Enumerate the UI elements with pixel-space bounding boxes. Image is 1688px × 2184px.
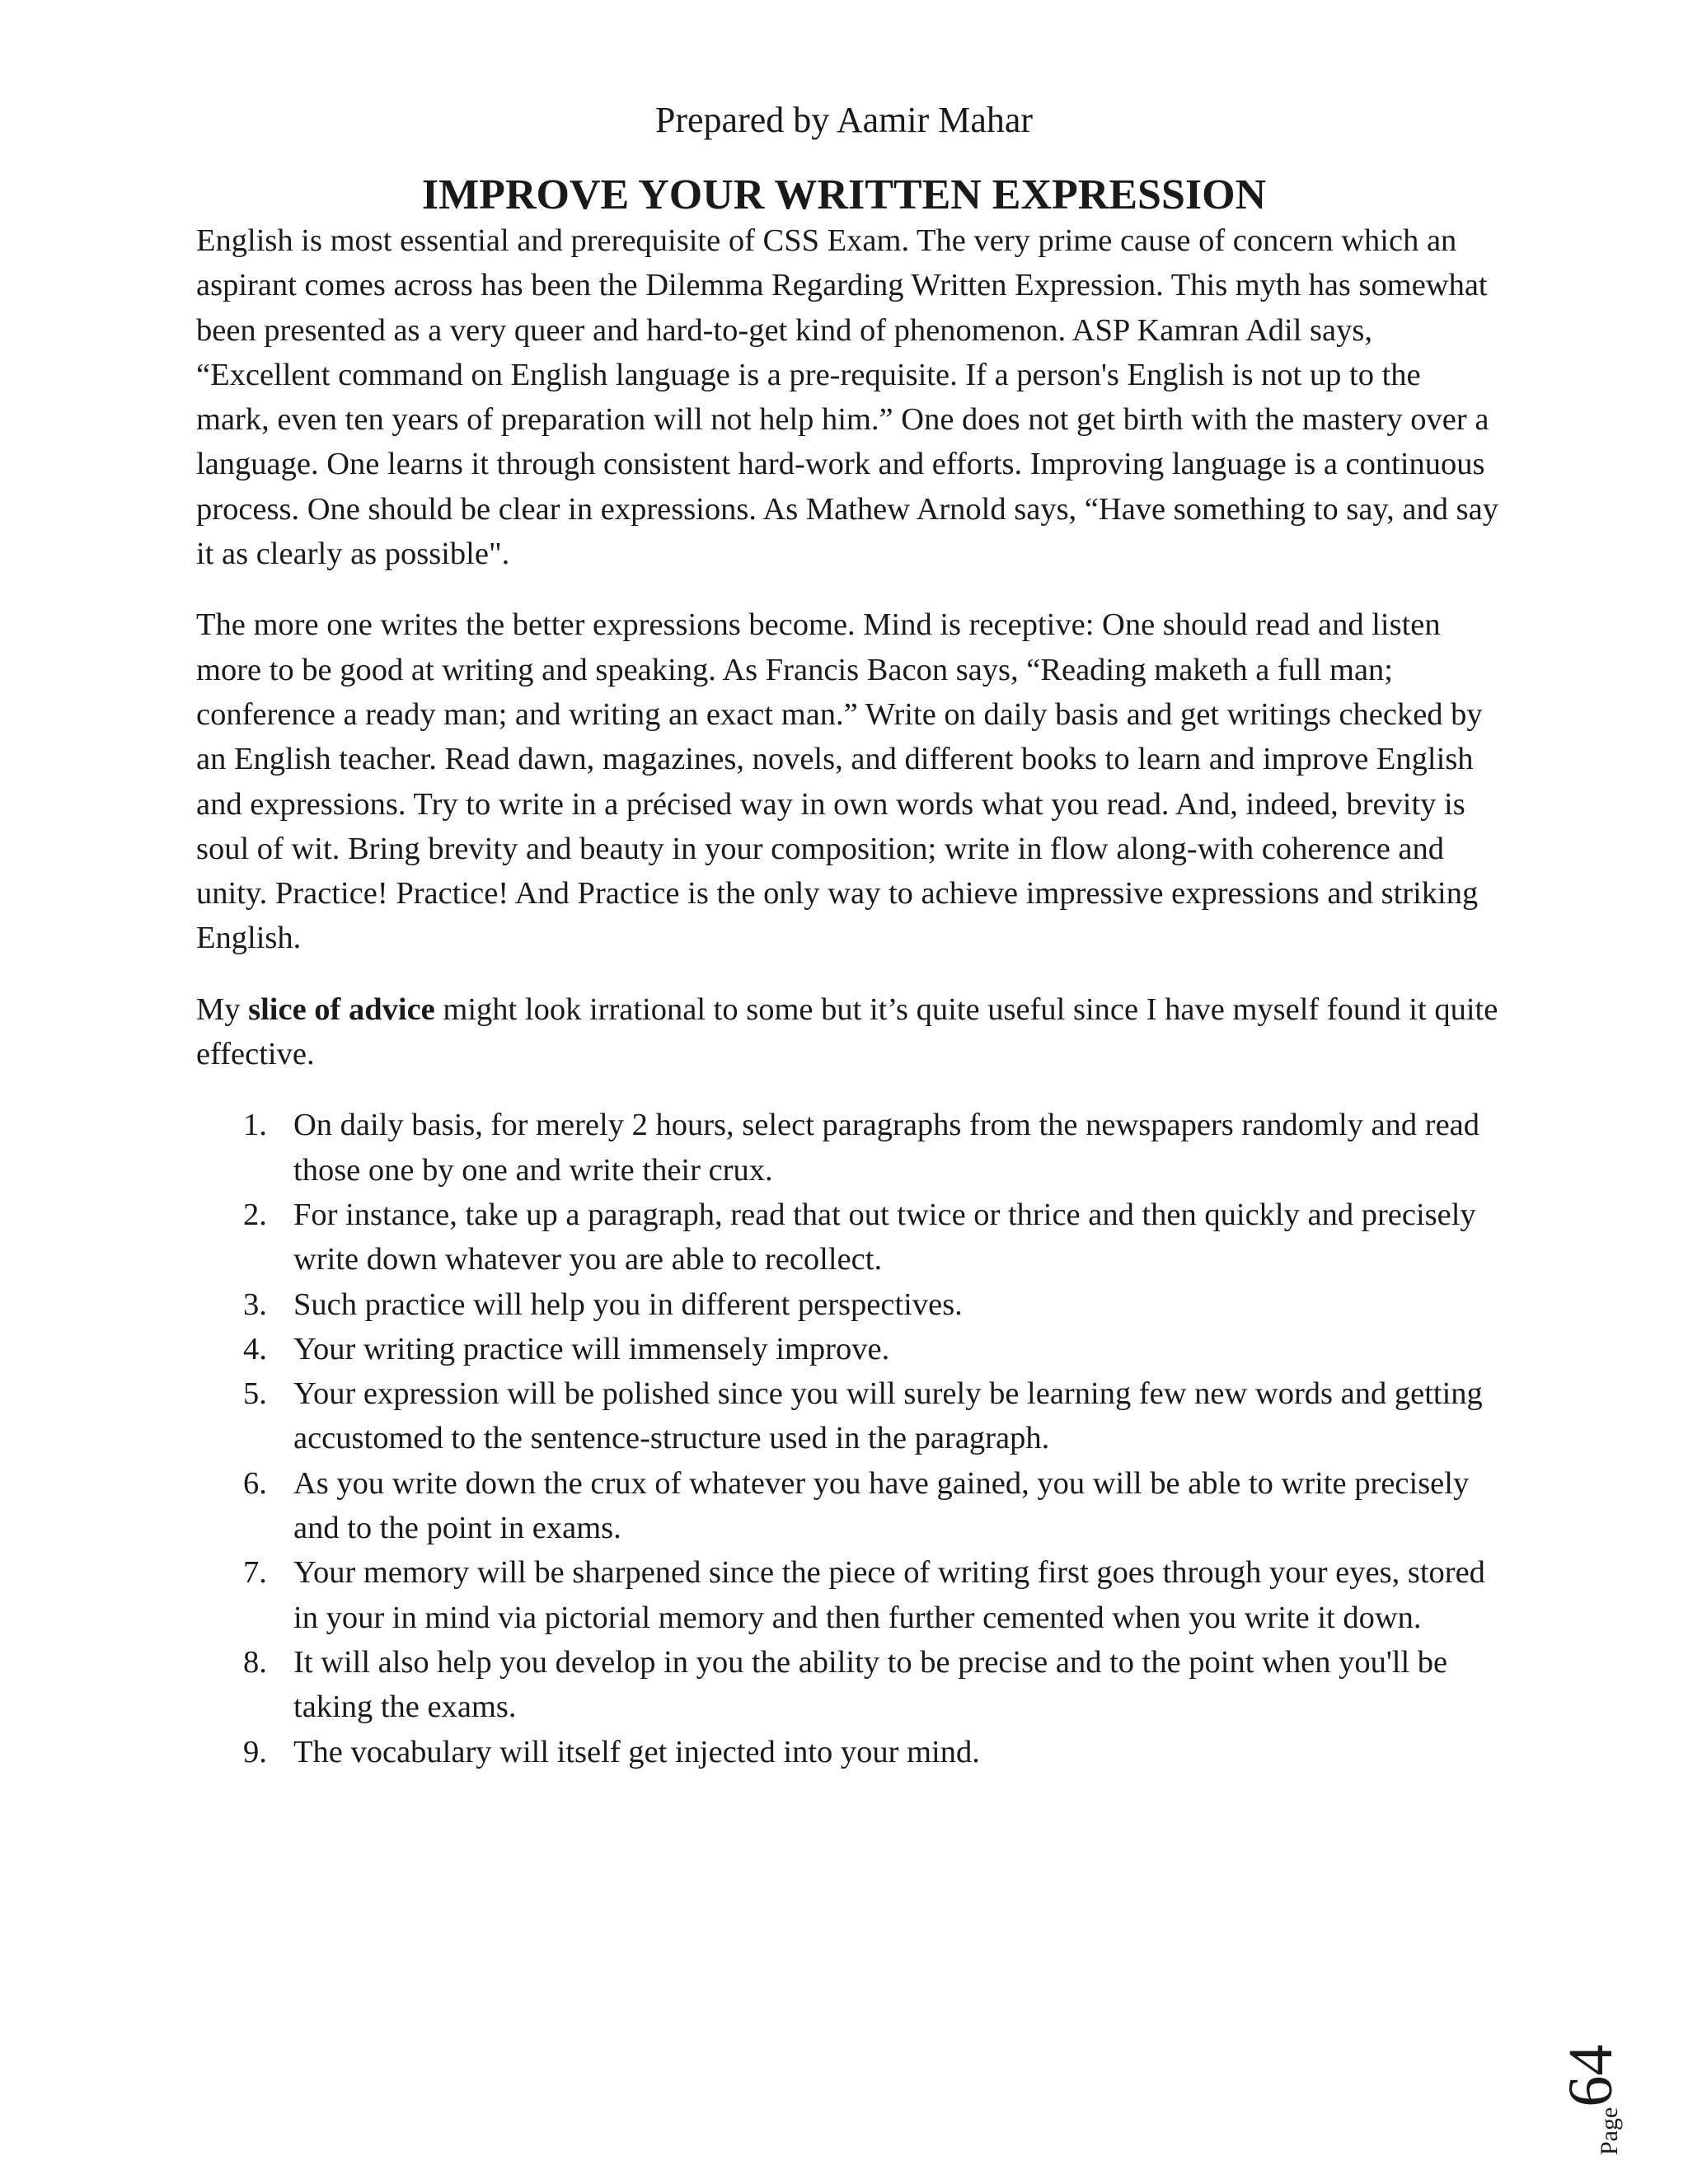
- list-item-text: Your writing practice will immensely improve.: [293, 1331, 890, 1366]
- list-item: [196, 1103, 1498, 1193]
- list-item-number: 4.: [243, 1331, 267, 1366]
- advice-lead-text: My: [196, 991, 249, 1027]
- list-item-number: 8.: [243, 1644, 267, 1680]
- list-item-text: The vocabulary will itself get injected into your mind.: [293, 1734, 980, 1769]
- practice-paragraph: The more one writes the better expressions become. Mind is receptive: One should read and listen more to be good at writing and speaking. As Francis Bacon says, “Reading maketh a full man; conference a ready man; and writing an exact man.” Write on daily basis and get writings checked by an English teacher. Read dawn, magazines, novels, and different books to learn and improve English and expressions. Try to write in a précised way in own words what you read. And, indeed, brevity is soul of wit. Bring brevity and beauty in your composition; write in flow along-with coherence and unity. Practice! Practice! And Practice is the only way to achieve impressive expressions and striking English.: [196, 607, 1483, 956]
- list-item: [196, 1282, 1498, 1327]
- list-item-number: 1.: [243, 1108, 267, 1143]
- list-item-text: Such practice will help you in different perspectives.: [293, 1286, 963, 1322]
- advice-paragraph: [196, 987, 1498, 1077]
- list-item-text: For instance, take up a paragraph, read that out twice or thrice and then quickly and precisely write down whatever you are able to recollect.: [293, 1197, 1476, 1277]
- page-number-footer: [1558, 1949, 1624, 2155]
- page-label: Page: [1596, 2107, 1623, 2155]
- list-item: [196, 1327, 1498, 1371]
- document-title: IMPROVE YOUR WRITTEN EXPRESSION: [421, 171, 1267, 218]
- list-item-text: It will also help you develop in you the ability to be precise and to the point when you'll be taking the exams.: [293, 1644, 1448, 1725]
- list-item: [196, 1461, 1498, 1551]
- list-item-text: On daily basis, for merely 2 hours, select paragraphs from the newspapers randomly and read those one by one and write their crux.: [293, 1108, 1480, 1188]
- advice-list: [196, 1103, 1498, 1774]
- list-item: [196, 1371, 1498, 1461]
- list-item-number: 6.: [243, 1465, 267, 1501]
- list-item-number: 5.: [243, 1376, 267, 1412]
- advice-bold-phrase: slice of advice: [248, 991, 435, 1027]
- list-item-number: 9.: [243, 1734, 267, 1769]
- prepared-by-header: Prepared by Aamir Mahar: [654, 100, 1034, 140]
- document-body: [196, 218, 1498, 1774]
- list-item-number: 2.: [243, 1197, 267, 1232]
- list-item: [196, 1550, 1498, 1640]
- intro-paragraph: English is most essential and prerequisite of CSS Exam. The very prime cause of concern which an aspirant comes across has been the Dilemma Regarding Written Expression. This myth has somewhat been presented as a very queer and hard-to-get kind of phenomenon. ASP Kamran Adil says, “Excellent command on English language is a pre-requisite. If a person's English is not up to the mark, even ten years of preparation will not help him.” One does not get birth with the mastery over a language. One learns it through consistent hard-work and efforts. Improving language is a continuous process. One should be clear in expressions. As Mathew Arnold says, “Have something to say, and say it as clearly as possible".: [196, 223, 1498, 572]
- list-item-text: Your expression will be polished since you will surely be learning few new words and getting accustomed to the sentence-structure used in the paragraph.: [293, 1376, 1483, 1456]
- page-number: 64: [1556, 2044, 1625, 2107]
- list-item: [196, 1640, 1498, 1730]
- list-item: [196, 1193, 1498, 1282]
- list-item: [196, 1730, 1498, 1774]
- list-item-text: Your memory will be sharpened since the piece of writing first goes through your eyes, stored in your in mind via pictorial memory and then further cemented when you write it down.: [293, 1555, 1485, 1635]
- list-item-text: As you write down the crux of whatever you have gained, you will be able to write precisely and to the point in exams.: [293, 1465, 1470, 1546]
- list-item-number: 7.: [243, 1555, 267, 1591]
- list-item-number: 3.: [243, 1286, 267, 1322]
- advice-rest-text: might look irrational to some but it’s quite useful since I have myself found it quite effective.: [196, 991, 1498, 1072]
